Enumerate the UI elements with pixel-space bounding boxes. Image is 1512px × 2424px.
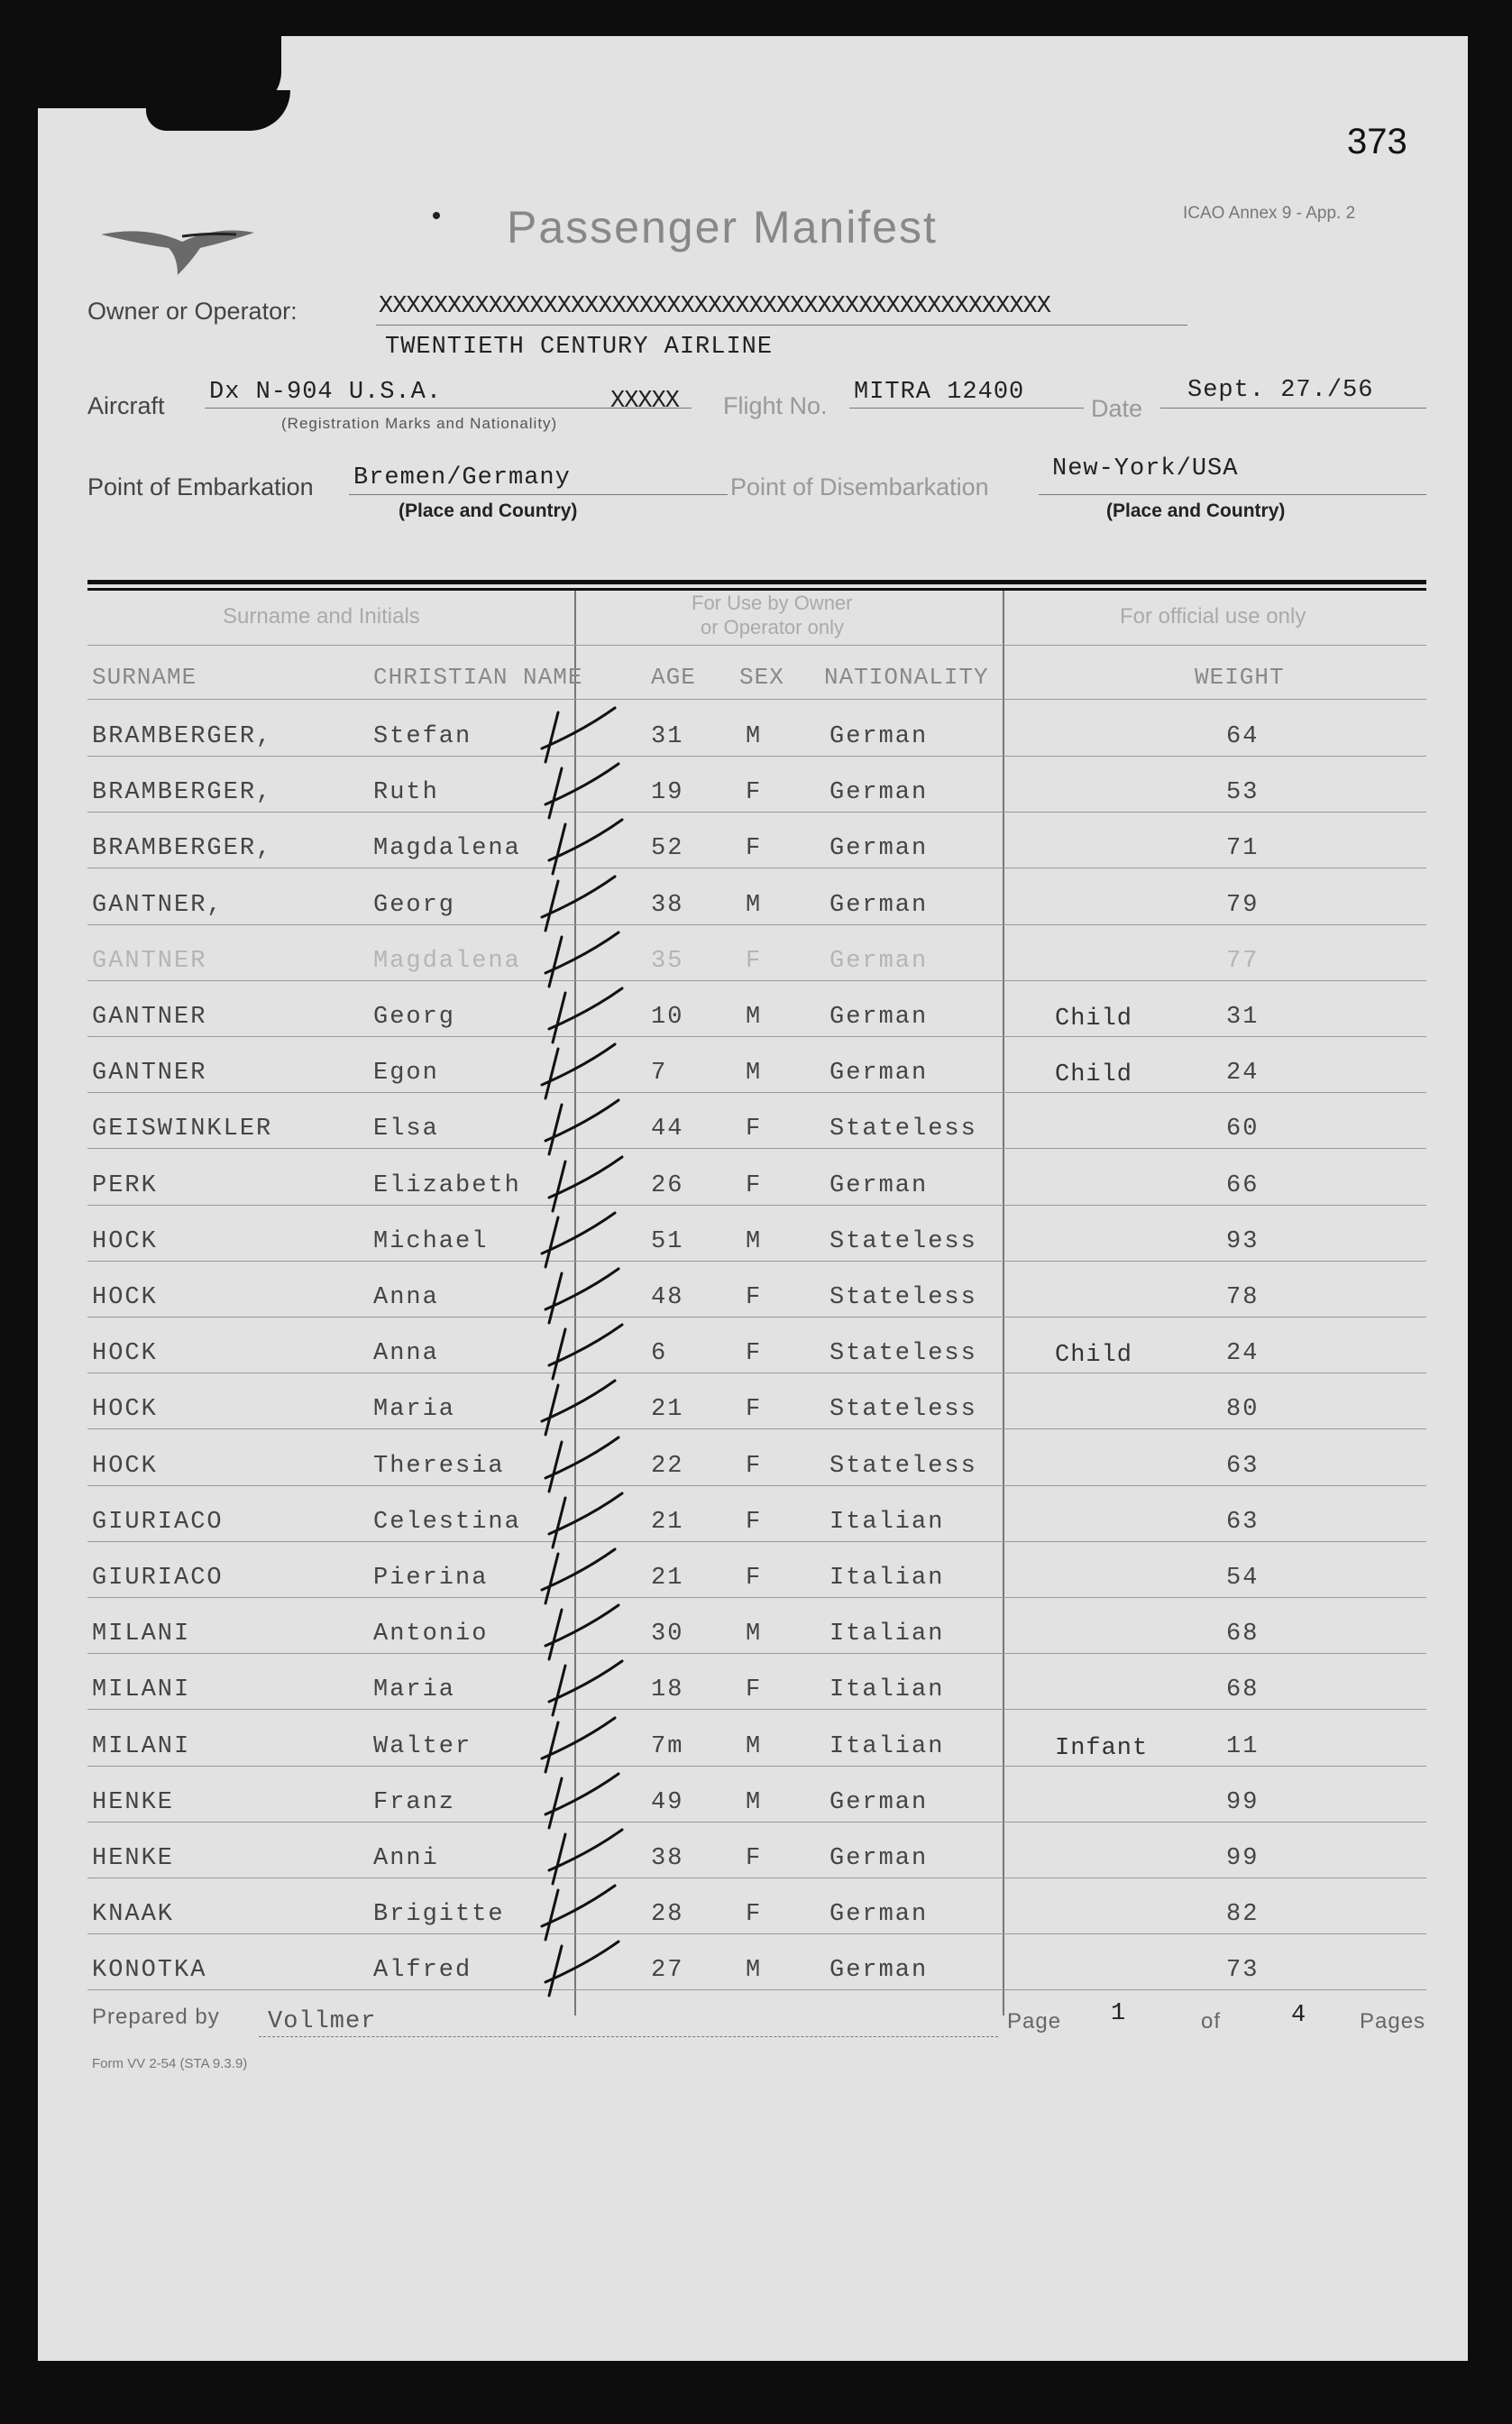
owner-struck-text: XXXXXXXXXXXXXXXXXXXXXXXXXXXXXXXXXXXXXXXXXXXXXXXXX xyxy=(379,293,1050,320)
table-row-line xyxy=(87,1766,1426,1767)
page-value: 1 xyxy=(1111,2000,1127,2027)
owner-value: TWENTIETH CENTURY AIRLINE xyxy=(385,334,774,361)
date-label: Date xyxy=(1091,395,1143,422)
passenger-age: 35 xyxy=(651,948,684,975)
passenger-christian-name: Antonio xyxy=(373,1621,489,1648)
passenger-nationality: Stateless xyxy=(829,1453,977,1480)
table-row-line xyxy=(87,1822,1426,1823)
passenger-sex: M xyxy=(746,1004,763,1031)
passenger-weight: 93 xyxy=(1226,1228,1260,1255)
passenger-nationality: Stateless xyxy=(829,1116,977,1143)
passenger-sex: M xyxy=(746,1789,763,1816)
passenger-christian-name: Walter xyxy=(373,1733,472,1760)
passenger-sex: F xyxy=(746,1453,763,1480)
passenger-weight: 99 xyxy=(1226,1789,1260,1816)
check-mark xyxy=(545,1437,619,1492)
passenger-weight: 80 xyxy=(1226,1396,1260,1423)
passenger-surname: GIURIACO xyxy=(92,1509,224,1536)
passenger-weight: 79 xyxy=(1226,892,1260,919)
check-mark xyxy=(549,1830,622,1884)
check-mark xyxy=(545,932,619,987)
passenger-sex: F xyxy=(746,1284,763,1311)
passenger-nationality: German xyxy=(829,1004,929,1031)
form-identifier: Form VV 2-54 (STA 9.3.9) xyxy=(92,2056,248,2071)
passenger-surname: PERK xyxy=(92,1172,158,1199)
col-weight: WEIGHT xyxy=(1195,664,1285,691)
passenger-nationality: Stateless xyxy=(829,1340,977,1367)
passenger-christian-name: Elizabeth xyxy=(373,1172,521,1199)
passenger-surname: GANTNER xyxy=(92,1060,207,1087)
table-row-line xyxy=(87,1092,1426,1093)
passenger-nationality: German xyxy=(829,1060,929,1087)
passenger-surname: BRAMBERGER, xyxy=(92,835,273,862)
of-label: of xyxy=(1201,2009,1222,2034)
passenger-weight: 60 xyxy=(1226,1116,1260,1143)
passenger-nationality: German xyxy=(829,1789,929,1816)
table-row-line xyxy=(87,1933,1426,1934)
passenger-weight: 24 xyxy=(1226,1340,1260,1367)
passenger-christian-name: Maria xyxy=(373,1396,456,1423)
passenger-christian-name: Anna xyxy=(373,1340,439,1367)
col-christian-name: CHRISTIAN NAME xyxy=(373,664,583,691)
prepared-by-underline xyxy=(259,2036,998,2037)
table-row-line xyxy=(87,1428,1426,1429)
flight-value: MITRA 12400 xyxy=(854,379,1025,406)
column-divider-right xyxy=(1003,591,1004,2015)
passenger-age: 31 xyxy=(651,723,684,750)
passenger-nationality: Italian xyxy=(829,1621,945,1648)
passenger-sex: F xyxy=(746,1845,763,1872)
table-row-line xyxy=(87,1036,1426,1037)
passenger-surname: HOCK xyxy=(92,1340,158,1367)
header-owner-use-2: or Operator only xyxy=(701,616,844,638)
passenger-weight: 11 xyxy=(1226,1733,1260,1760)
manifest-page xyxy=(38,36,1468,2361)
check-mark xyxy=(545,1605,619,1659)
check-mark xyxy=(542,708,615,762)
flight-label: Flight No. xyxy=(723,392,828,419)
torn-corner-edge xyxy=(146,90,290,131)
disembarkation-value: New-York/USA xyxy=(1052,455,1239,482)
passenger-sex: M xyxy=(746,1957,763,1984)
aircraft-value: Dx N-904 U.S.A. xyxy=(209,379,443,406)
embarkation-label: Point of Embarkation xyxy=(87,473,314,500)
passenger-age: 22 xyxy=(651,1453,684,1480)
passenger-age: 49 xyxy=(651,1789,684,1816)
passenger-christian-name: Elsa xyxy=(373,1116,439,1143)
passenger-surname: BRAMBERGER, xyxy=(92,723,273,750)
col-sex: SEX xyxy=(739,664,784,691)
passenger-nationality: German xyxy=(829,779,929,806)
date-value: Sept. 27./56 xyxy=(1187,377,1374,404)
table-top-rule-2 xyxy=(87,588,1426,591)
passenger-sex: M xyxy=(746,1733,763,1760)
check-mark xyxy=(545,1100,619,1154)
table-row-line xyxy=(87,812,1426,813)
passenger-surname: KONOTKA xyxy=(92,1957,207,1984)
check-mark xyxy=(549,1157,622,1211)
passenger-surname: MILANI xyxy=(92,1621,191,1648)
passenger-age: 18 xyxy=(651,1676,684,1703)
table-row-line xyxy=(87,1709,1426,1710)
passenger-age: 44 xyxy=(651,1116,684,1143)
table-top-rule xyxy=(87,580,1426,584)
document-title: Passenger Manifest xyxy=(507,202,938,252)
passenger-sex: F xyxy=(746,779,763,806)
check-mark xyxy=(545,1942,619,1996)
passenger-sex: F xyxy=(746,1676,763,1703)
passenger-weight: 68 xyxy=(1226,1621,1260,1648)
passenger-weight: 77 xyxy=(1226,948,1260,975)
passenger-age: 27 xyxy=(651,1957,684,1984)
check-mark xyxy=(542,1886,615,1940)
passenger-christian-name: Georg xyxy=(373,892,456,919)
passenger-sex: M xyxy=(746,1228,763,1255)
table-row-line xyxy=(87,1485,1426,1486)
passenger-christian-name: Brigitte xyxy=(373,1901,505,1928)
passenger-nationality: Italian xyxy=(829,1676,945,1703)
aircraft-struck: XXXXX xyxy=(610,388,680,415)
check-mark xyxy=(542,1044,615,1098)
check-mark xyxy=(542,1549,615,1603)
passenger-christian-name: Anni xyxy=(373,1845,439,1872)
passenger-nationality: German xyxy=(829,1845,929,1872)
passenger-age: 6 xyxy=(651,1340,668,1367)
dot-mark xyxy=(433,212,440,219)
owner-underline xyxy=(376,325,1187,326)
passenger-surname: GANTNER xyxy=(92,1004,207,1031)
passenger-christian-name: Anna xyxy=(373,1284,439,1311)
passenger-weight: 78 xyxy=(1226,1284,1260,1311)
passenger-christian-name: Georg xyxy=(373,1004,456,1031)
check-mark xyxy=(549,1661,622,1715)
passenger-nationality: Stateless xyxy=(829,1228,977,1255)
official-note: Child xyxy=(1055,1061,1133,1088)
disembarkation-sublabel: (Place and Country) xyxy=(1106,500,1286,521)
passenger-sex: F xyxy=(746,948,763,975)
airline-logo xyxy=(92,198,263,280)
passenger-christian-name: Magdalena xyxy=(373,835,521,862)
owner-label: Owner or Operator: xyxy=(87,298,298,325)
col-surname: SURNAME xyxy=(92,664,197,691)
passenger-surname: HENKE xyxy=(92,1845,175,1872)
passenger-age: 26 xyxy=(651,1172,684,1199)
aircraft-sublabel: (Registration Marks and Nationality) xyxy=(281,415,558,432)
passenger-sex: F xyxy=(746,1396,763,1423)
check-mark xyxy=(549,1493,622,1547)
passenger-christian-name: Maria xyxy=(373,1676,456,1703)
passenger-surname: HENKE xyxy=(92,1789,175,1816)
passenger-christian-name: Stefan xyxy=(373,723,472,750)
passenger-weight: 73 xyxy=(1226,1957,1260,1984)
passenger-weight: 66 xyxy=(1226,1172,1260,1199)
passenger-weight: 63 xyxy=(1226,1453,1260,1480)
pages-value: 4 xyxy=(1291,2002,1307,2029)
passenger-weight: 63 xyxy=(1226,1509,1260,1536)
date-underline xyxy=(1160,408,1426,409)
table-row-line xyxy=(87,1148,1426,1149)
table-row-line xyxy=(87,980,1426,981)
passenger-christian-name: Celestina xyxy=(373,1509,521,1536)
passenger-sex: F xyxy=(746,1901,763,1928)
embarkation-value: Bremen/Germany xyxy=(353,464,571,491)
check-mark xyxy=(549,988,622,1042)
flight-underline xyxy=(849,408,1084,409)
prepared-by-label: Prepared by xyxy=(92,2005,220,2029)
passenger-age: 51 xyxy=(651,1228,684,1255)
aircraft-label: Aircraft xyxy=(87,392,165,419)
passenger-christian-name: Michael xyxy=(373,1228,489,1255)
table-row-line xyxy=(87,1205,1426,1206)
col-nationality: NATIONALITY xyxy=(824,664,989,691)
embarkation-underline xyxy=(349,494,728,495)
disembarkation-underline xyxy=(1039,494,1426,495)
official-note: Infant xyxy=(1055,1735,1149,1762)
passenger-age: 28 xyxy=(651,1901,684,1928)
passenger-sex: F xyxy=(746,1172,763,1199)
passenger-surname: KNAAK xyxy=(92,1901,175,1928)
passenger-weight: 53 xyxy=(1226,779,1260,806)
table-row-line xyxy=(87,924,1426,925)
table-row-line xyxy=(87,1597,1426,1598)
passenger-christian-name: Egon xyxy=(373,1060,439,1087)
header-owner-use-1: For Use by Owner xyxy=(692,592,853,614)
passenger-nationality: German xyxy=(829,1901,929,1928)
passenger-nationality: German xyxy=(829,835,929,862)
passenger-surname: HOCK xyxy=(92,1396,158,1423)
header-official-use: For official use only xyxy=(1120,604,1306,629)
page-number: 373 xyxy=(1347,122,1407,161)
passenger-surname: HOCK xyxy=(92,1453,158,1480)
passenger-sex: F xyxy=(746,1340,763,1367)
passenger-weight: 54 xyxy=(1226,1565,1260,1592)
check-mark xyxy=(542,877,615,931)
passenger-sex: F xyxy=(746,1509,763,1536)
passenger-age: 30 xyxy=(651,1621,684,1648)
passenger-sex: F xyxy=(746,1565,763,1592)
passenger-christian-name: Theresia xyxy=(373,1453,505,1480)
column-header-divider xyxy=(87,699,1426,700)
passenger-surname: HOCK xyxy=(92,1284,158,1311)
passenger-surname: GANTNER, xyxy=(92,892,224,919)
table-row-line xyxy=(87,756,1426,757)
table-row-line xyxy=(87,1653,1426,1654)
passenger-christian-name: Franz xyxy=(373,1789,456,1816)
disembarkation-label: Point of Disembarkation xyxy=(730,473,989,500)
passenger-surname: GEISWINKLER xyxy=(92,1116,273,1143)
passenger-sex: M xyxy=(746,892,763,919)
passenger-weight: 31 xyxy=(1226,1004,1260,1031)
passenger-surname: HOCK xyxy=(92,1228,158,1255)
passenger-weight: 82 xyxy=(1226,1901,1260,1928)
passenger-age: 10 xyxy=(651,1004,684,1031)
passenger-age: 38 xyxy=(651,1845,684,1872)
check-mark xyxy=(549,1325,622,1379)
prepared-by-value: Vollmer xyxy=(268,2008,377,2035)
passenger-weight: 71 xyxy=(1226,835,1260,862)
passenger-christian-name: Magdalena xyxy=(373,948,521,975)
check-mark xyxy=(545,1774,619,1828)
passenger-christian-name: Alfred xyxy=(373,1957,472,1984)
passenger-age: 48 xyxy=(651,1284,684,1311)
header-surname-initials: Surname and Initials xyxy=(223,604,420,629)
passenger-surname: GANTNER xyxy=(92,948,207,975)
passenger-weight: 64 xyxy=(1226,723,1260,750)
passenger-age: 52 xyxy=(651,835,684,862)
check-mark xyxy=(542,1718,615,1772)
embarkation-sublabel: (Place and Country) xyxy=(399,500,578,521)
passenger-age: 21 xyxy=(651,1565,684,1592)
passenger-age: 21 xyxy=(651,1509,684,1536)
column-divider-left xyxy=(574,591,576,2015)
passenger-nationality: German xyxy=(829,948,929,975)
check-mark xyxy=(545,1269,619,1323)
passenger-surname: MILANI xyxy=(92,1733,191,1760)
annex-reference: ICAO Annex 9 - App. 2 xyxy=(1183,204,1356,223)
official-note: Child xyxy=(1055,1342,1133,1369)
passenger-nationality: German xyxy=(829,892,929,919)
passenger-sex: M xyxy=(746,723,763,750)
passenger-sex: F xyxy=(746,1116,763,1143)
pages-label: Pages xyxy=(1360,2009,1426,2034)
passenger-christian-name: Ruth xyxy=(373,779,439,806)
passenger-age: 38 xyxy=(651,892,684,919)
passenger-age: 7m xyxy=(651,1733,684,1760)
passenger-nationality: Stateless xyxy=(829,1284,977,1311)
passenger-nationality: German xyxy=(829,723,929,750)
check-mark xyxy=(549,820,622,874)
header-divider xyxy=(87,645,1426,646)
table-row-line xyxy=(87,1541,1426,1542)
passenger-age: 19 xyxy=(651,779,684,806)
passenger-nationality: Stateless xyxy=(829,1396,977,1423)
col-age: AGE xyxy=(651,664,696,691)
table-row-line xyxy=(87,1317,1426,1318)
passenger-weight: 99 xyxy=(1226,1845,1260,1872)
passenger-sex: M xyxy=(746,1621,763,1648)
passenger-weight: 68 xyxy=(1226,1676,1260,1703)
passenger-sex: M xyxy=(746,1060,763,1087)
passenger-sex: F xyxy=(746,835,763,862)
passenger-surname: GIURIACO xyxy=(92,1565,224,1592)
passenger-surname: BRAMBERGER, xyxy=(92,779,273,806)
passenger-age: 21 xyxy=(651,1396,684,1423)
passenger-nationality: Italian xyxy=(829,1509,945,1536)
table-row-line xyxy=(87,1989,1426,1990)
passenger-nationality: German xyxy=(829,1172,929,1199)
check-mark xyxy=(542,1213,615,1267)
passenger-nationality: Italian xyxy=(829,1733,945,1760)
official-note: Child xyxy=(1055,1005,1133,1033)
table-row-line xyxy=(87,1261,1426,1262)
check-mark xyxy=(545,764,619,818)
passenger-weight: 24 xyxy=(1226,1060,1260,1087)
passenger-nationality: German xyxy=(829,1957,929,1984)
passenger-age: 7 xyxy=(651,1060,668,1087)
check-mark xyxy=(542,1381,615,1435)
passenger-nationality: Italian xyxy=(829,1565,945,1592)
passenger-christian-name: Pierina xyxy=(373,1565,489,1592)
page-label: Page xyxy=(1007,2009,1062,2034)
passenger-surname: MILANI xyxy=(92,1676,191,1703)
